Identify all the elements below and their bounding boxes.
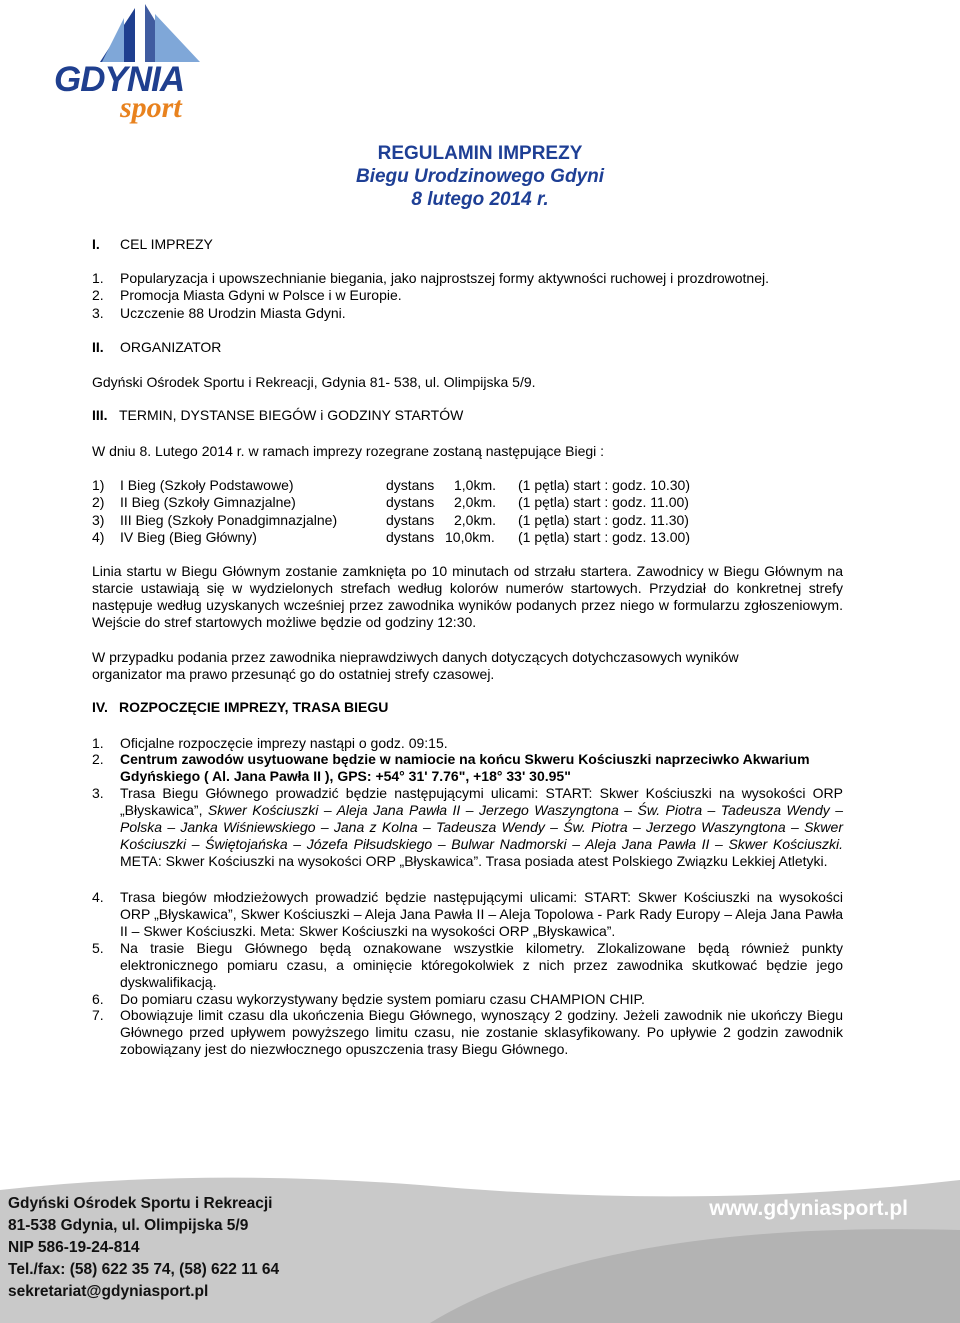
section-1-number: I. [92, 236, 100, 252]
logo-sport-text: sport [120, 91, 182, 124]
main-route-finish: META: Skwer Kościuszki na wysokości ORP „Błyskawica”. Trasa posiada atest Polskiego Związku Lekkiej Atletyki. [120, 853, 828, 869]
list-item: Oficjalne rozpoczęcie imprezy nastąpi o godz. 09:15. [120, 735, 448, 751]
footer [0, 1160, 960, 1323]
section-4-heading: ROZPOCZĘCIE IMPREZY, TRASA BIEGU [119, 699, 389, 715]
timing-system: Do pomiaru czasu wykorzystywany będzie system pomiaru czasu CHAMPION CHIP. [120, 991, 645, 1007]
race-start: (1 pętla) start : godz. 11.30) [518, 512, 689, 528]
list-item: Promocja Miasta Gdyni w Polsce i w Europie. [120, 287, 402, 303]
start-zones-paragraph: Linia startu w Biegu Głównym zostanie zamknięta po 10 minutach od strzału startera. Zawodnicy w Biegu Głównym na starcie ustawiają się w wydzielonych strefach według kolorów numerów startowych. Przydział do konkretnej strefy następuje według uzyskanych wcześniej przez zawodnika wyników podanych przez niego w formularzu zgłoszeniowym. Wejście do stref startowych możliwe będzie od godziny 12:30. [92, 563, 843, 630]
footer-street: 81-538 Gdynia, ul. Olimpijska 5/9 [8, 1217, 249, 1234]
section-4-number: IV. [92, 699, 108, 715]
youth-route-description: Trasa biegów młodzieżowych prowadzić będzie następującymi ulicami: START: Skwer Kościuszki na wysokości ORP „Błyskawica”, Skwer Kościuszki – Aleja Jana Pawła II – Aleja Topolowa - Park Rady Europy – Aleja Jana Pawła II – Skwer Kościuszki. Meta: Skwer Kościuszki na wysokości ORP „Błyskawica”. [120, 889, 843, 939]
race-start: (1 pętla) start : godz. 11.00) [518, 494, 689, 510]
race-distance: 2,0km. [454, 494, 497, 510]
title-line-3: 8 lutego 2014 r. [411, 189, 549, 210]
main-route-streets: Skwer Kościuszki – Aleja Jana Pawła II – Jerzego Waszyngtona – Św. Piotra – Tadeusza Wendy – Polska – Janka Wiśniewskiego – Jana z Kolna – Tadeusza Wendy – Św. Piotra – Jerzego Waszyngtona – Skwer Kościuszki – Świętojańska – Józefa Piłsudskiego – Bulwar Nadmorski – Aleja Jana Pawła II – Skwer Kościuszki. [120, 802, 843, 852]
footer-address [8, 1193, 279, 1303]
race-distance-label: dystans [386, 477, 435, 493]
title-line-2: Biegu Urodzinowego Gdyni [355, 166, 605, 187]
section-2-number: II. [92, 339, 104, 355]
gdynia-sport-logo [40, 0, 230, 140]
race-distance: 10,0km. [445, 529, 495, 545]
section-1-heading: CEL IMPREZY [120, 236, 213, 252]
race-name: I Bieg (Szkoły Podstawowe) [120, 477, 294, 493]
section-3-number: III. [92, 407, 108, 423]
event-center-location: Centrum zawodów usytuowane będzie w namiocie na końcu Skweru Kościuszki naprzeciwko Akwarium Gdyńskiego ( Al. Jana Pawła II ), GPS: +54° 31' 7.76", +18° 33' 30.95" [120, 751, 810, 784]
list-item: Popularyzacja i upowszechnianie biegania, jako najprostszej formy aktywności ruchowej i prozdrowotnej. [120, 270, 769, 286]
footer-nip: NIP 586-19-24-814 [8, 1239, 140, 1256]
footer-website-link[interactable]: www.gdyniasport.pl [709, 1197, 908, 1220]
race-number: 4) [92, 529, 105, 545]
main-route-start: Trasa Biegu Głównego prowadzić będzie następującymi ulicami: START: Skwer Kościuszki na wysokości ORP „Błyskawica”, [120, 785, 843, 818]
section-3-heading: TERMIN, DYSTANSE BIEGÓW i GODZINY STARTÓW [119, 407, 464, 423]
race-distance-label: dystans [386, 494, 435, 510]
organizer-text: Gdyński Ośrodek Sportu i Rekreacji, Gdynia 81- 538, ul. Olimpijska 5/9. [92, 374, 536, 390]
race-name: III Bieg (Szkoły Ponadgimnazjalne) [120, 512, 338, 528]
list-number: 2. [92, 287, 104, 303]
races-intro: W dniu 8. Lutego 2014 r. w ramach imprezy rozegrane zostaną następujące Biegi : [92, 443, 605, 459]
title-line-1: REGULAMIN IMPREZY [377, 143, 583, 164]
race-distance: 2,0km. [454, 512, 497, 528]
list-number: 3. [92, 785, 104, 801]
race-number: 1) [92, 477, 105, 493]
race-start: (1 pętla) start : godz. 13.00) [518, 529, 690, 545]
race-start: (1 pętla) start : godz. 10.30) [518, 477, 690, 493]
false-data-paragraph: W przypadku podania przez zawodnika nieprawdziwych danych dotyczących dotychczasowych wyników organizator ma prawo przesunąć go do ostatniej strefy czasowej. [92, 649, 739, 682]
logo-gdynia-text: GDYNIA [54, 60, 185, 99]
section-2-heading: ORGANIZATOR [120, 339, 222, 355]
list-number: 2. [92, 751, 104, 767]
document-title [0, 142, 960, 211]
race-name: IV Bieg (Bieg Główny) [120, 529, 257, 545]
footer-org-name: Gdyński Ośrodek Sportu i Rekreacji [8, 1195, 273, 1212]
list-number: 6. [92, 991, 104, 1007]
race-distance-label: dystans [386, 529, 435, 545]
footer-email[interactable]: sekretariat@gdyniasport.pl [8, 1283, 209, 1300]
list-item: Uczczenie 88 Urodzin Miasta Gdyni. [120, 305, 346, 321]
list-number: 4. [92, 889, 104, 905]
race-number: 2) [92, 494, 105, 510]
list-number: 7. [92, 1007, 104, 1023]
race-number: 3) [92, 512, 105, 528]
time-limit-description: Obowiązuje limit czasu dla ukończenia Biegu Głównego, wynoszący 2 godziny. Jeżeli zawodnik nie ukończy Biegu Głównego przed upływem powyższego limitu czasu, nie zostanie sklasyfikowany. Po upływie 2 godzin zawodnik zobowiązany jest do niezwłocznego opuszczenia trasy Biegu Głównego. [120, 1007, 843, 1057]
list-number: 5. [92, 940, 104, 956]
main-route-description [120, 785, 843, 870]
list-number: 1. [92, 270, 104, 286]
km-markers-description: Na trasie Biegu Głównego będą oznakowane wszystkie kilometry. Zlokalizowane będą również punkty elektronicznego pomiaru czasu, a ominięcie któregokolwiek z nich przez zawodnika skutkować będzie jego dyskwalifikacją. [120, 940, 843, 990]
race-distance: 1,0km. [454, 477, 497, 493]
list-number: 1. [92, 735, 104, 751]
footer-phone: Tel./fax: (58) 622 35 74, (58) 622 11 64 [8, 1261, 280, 1278]
race-name: II Bieg (Szkoły Gimnazjalne) [120, 494, 296, 510]
race-distance-label: dystans [386, 512, 435, 528]
list-number: 3. [92, 305, 104, 321]
